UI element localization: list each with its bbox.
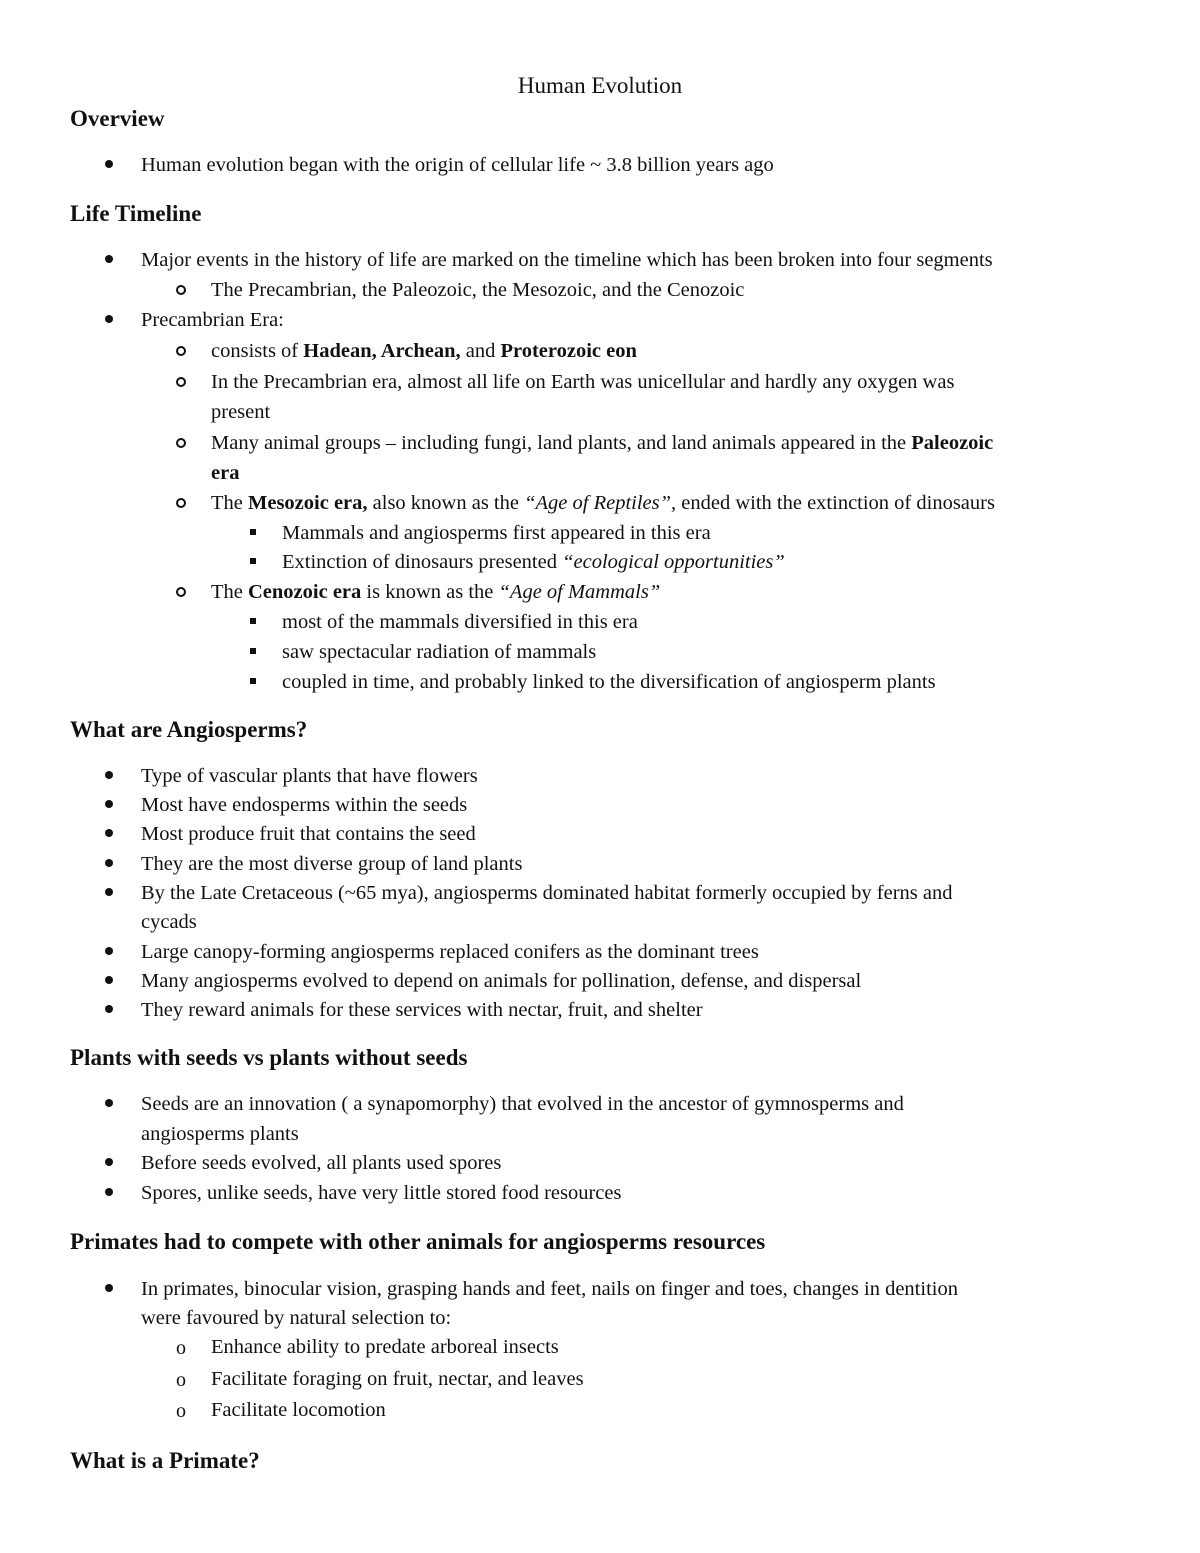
bullet-dot-icon (105, 976, 113, 984)
list-item: Enhance ability to predate arboreal insects (211, 1336, 559, 1358)
bullet-dot-icon (105, 1099, 113, 1107)
text-run: Extinction of dinosaurs presented (282, 551, 563, 573)
bullet-circle-icon (176, 498, 186, 508)
bold-text: Paleozoic (911, 432, 994, 454)
bold-text: era (211, 462, 240, 484)
heading-what-primate: What is a Primate? (70, 1448, 260, 1473)
text-run: also known as the (367, 492, 525, 514)
list-item: In primates, binocular vision, grasping hands and feet, nails on finger and toes, changes in dentition (141, 1278, 958, 1300)
bullet-o-icon: o (176, 1337, 186, 1359)
list-item: Human evolution began with the origin of cellular life ~ 3.8 billion years ago (141, 154, 774, 176)
text-run: Many animal groups – including fungi, land plants, and land animals appeared in the (211, 432, 912, 454)
list-item: Many angiosperms evolved to depend on animals for pollination, defense, and dispersal (141, 970, 862, 992)
bullet-o-icon: o (176, 1369, 186, 1391)
list-item: most of the mammals diversified in this era (282, 611, 638, 633)
bullet-circle-icon (176, 346, 186, 356)
heading-overview: Overview (70, 106, 165, 131)
bullet-square-icon (250, 648, 256, 654)
bullet-circle-icon (176, 285, 186, 295)
list-item: They are the most diverse group of land plants (141, 853, 523, 875)
list-item: Precambrian Era: (141, 309, 284, 331)
list-item: In the Precambrian era, almost all life on Earth was unicellular and hardly any oxygen was (211, 371, 955, 393)
bullet-dot-icon (105, 1005, 113, 1013)
bullet-dot-icon (105, 1188, 113, 1196)
bullet-square-icon (250, 678, 256, 684)
bullet-dot-icon (105, 1284, 113, 1292)
list-item: Mammals and angiosperms first appeared in this era (282, 522, 711, 544)
bullet-dot-icon (105, 947, 113, 955)
list-item: saw spectacular radiation of mammals (282, 641, 597, 663)
list-item (282, 550, 785, 574)
list-item (211, 431, 993, 455)
text-run: ended with the extinction of dinosaurs (676, 492, 995, 514)
italic-text: “ecological opportunities” (562, 551, 785, 573)
bold-text: Proterozoic eon (500, 340, 637, 362)
text-run: is known as the (361, 581, 499, 603)
heading-angiosperms: What are Angiosperms? (70, 717, 308, 742)
list-item: Facilitate locomotion (211, 1399, 386, 1421)
bold-text: Mesozoic era, (248, 492, 368, 514)
bullet-dot-icon (105, 160, 113, 168)
bullet-circle-icon (176, 438, 186, 448)
list-item-continuation: were favoured by natural selection to: (141, 1307, 452, 1329)
document-title: Human Evolution (517, 73, 683, 98)
text-run: consists of (211, 340, 304, 362)
bullet-dot-icon (105, 888, 113, 896)
bullet-circle-icon (176, 587, 186, 597)
bullet-square-icon (250, 529, 256, 535)
list-item: Facilitate foraging on fruit, nectar, and leaves (211, 1368, 584, 1390)
list-item-continuation: present (211, 401, 271, 423)
text-run: and (460, 340, 501, 362)
bullet-o-icon: o (176, 1400, 186, 1422)
list-item: Major events in the history of life are marked on the timeline which has been broken into four segments (141, 249, 993, 271)
bullet-dot-icon (105, 1158, 113, 1166)
bullet-square-icon (250, 558, 256, 564)
list-item: Before seeds evolved, all plants used spores (141, 1152, 502, 1174)
list-item (211, 491, 995, 515)
bullet-dot-icon (105, 829, 113, 837)
bullet-dot-icon (105, 800, 113, 808)
heading-life-timeline: Life Timeline (70, 201, 202, 226)
list-item (211, 580, 660, 604)
list-item: The Precambrian, the Paleozoic, the Mesozoic, and the Cenozoic (211, 279, 745, 301)
italic-text: “Age of Reptiles”, (524, 492, 677, 514)
list-item: Type of vascular plants that have flowers (141, 765, 478, 787)
bullet-square-icon (250, 618, 256, 624)
list-item (211, 339, 637, 363)
list-item-continuation: cycads (141, 911, 197, 933)
text-run: The (211, 492, 248, 514)
list-item: Most produce fruit that contains the seed (141, 823, 476, 845)
list-item: coupled in time, and probably linked to the diversification of angiosperm plants (282, 671, 936, 693)
list-item-continuation (211, 461, 239, 485)
bullet-dot-icon (105, 859, 113, 867)
heading-seeds: Plants with seeds vs plants without seeds (70, 1045, 468, 1070)
bullet-dot-icon (105, 771, 113, 779)
list-item: Spores, unlike seeds, have very little stored food resources (141, 1182, 622, 1204)
list-item: They reward animals for these services with nectar, fruit, and shelter (141, 999, 703, 1021)
list-item: Seeds are an innovation ( a synapomorphy) that evolved in the ancestor of gymnosperms and (141, 1093, 904, 1115)
heading-primates-compete: Primates had to compete with other animals for angiosperms resources (70, 1229, 766, 1254)
bold-text: Hadean, Archean, (303, 340, 461, 362)
bullet-dot-icon (105, 315, 113, 323)
italic-text: “Age of Mammals” (498, 581, 661, 603)
list-item: By the Late Cretaceous (~65 mya), angiosperms dominated habitat formerly occupied by ferns and (141, 882, 953, 904)
bullet-dot-icon (105, 255, 113, 263)
bold-text: Cenozoic era (248, 581, 362, 603)
list-item: Large canopy-forming angiosperms replaced conifers as the dominant trees (141, 941, 759, 963)
list-item-continuation: angiosperms plants (141, 1123, 299, 1145)
text-run: The (211, 581, 248, 603)
bullet-circle-icon (176, 377, 186, 387)
list-item: Most have endosperms within the seeds (141, 794, 468, 816)
